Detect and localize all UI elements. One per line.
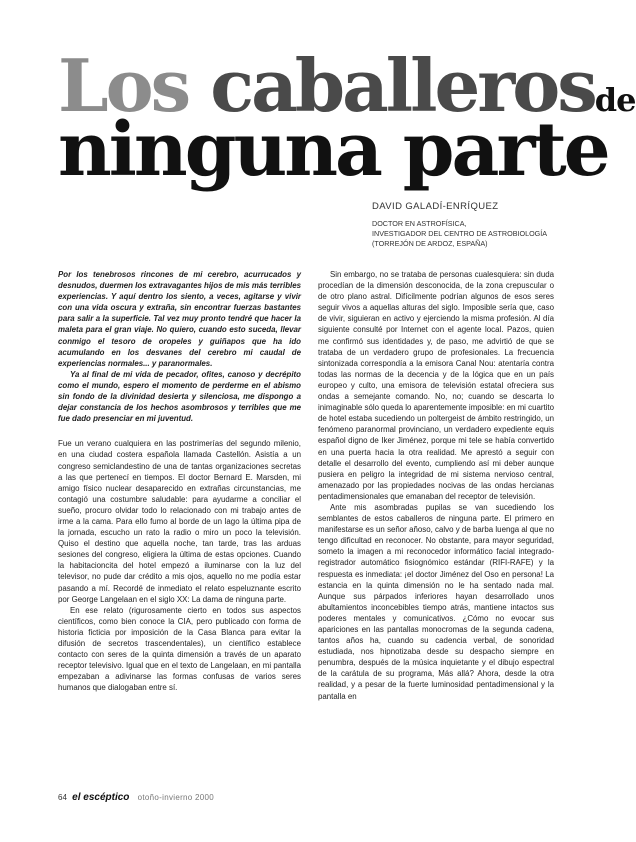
title-word-caballeros: caballeros bbox=[210, 43, 595, 128]
page-number: 64 bbox=[58, 793, 67, 802]
intro-block bbox=[58, 269, 301, 424]
title-word-de: de bbox=[594, 81, 636, 119]
left-column bbox=[58, 269, 301, 693]
magazine-name: el escéptico bbox=[72, 792, 130, 803]
issue-label: otoño-invierno 2000 bbox=[137, 793, 215, 802]
right-column bbox=[318, 269, 554, 702]
intro-paragraph: Ya al final de mi vida de pecador, ofites, canoso y decrépito como el mundo, espero el momento de perderme en el abismo sin fondo de la divinidad desierta y silenciosa, me dispongo a dejar constancia de los hechos asombrosos y terribles que me fue dado presenciar en mi juventud. bbox=[58, 369, 301, 424]
body-paragraph: Fue un verano cualquiera en las postrimerías del segundo milenio, en una ciudad costera española llamada Castellón. Asistía a un congreso semiclandestino de una de tantas organizaciones secretas a las que pertenecí en tiempos. El doctor Bernard E. Marsden, mi amigo físico nuclear desaparecido en extrañas circunstancias, me contagió una costumbre saludable: para ayudarme a conciliar el sueño, procuro olvidar todo lo relacionado con mi trabajo antes de irme a la cama. Para ello fumo al borde de un lago la última pipa de la jornada, escucho un rato la radio o miro un poco la televisión. Quiso el destino que aquella noche, tan tarde, tras las arduas sesiones del congreso, eligiera la última de estas opciones. Cuando la habitacioncita del hotel empezó a iluminarse con la luz del televisor, no pude dar crédito a mis ojos, aquello no me podía estar pasando a mí. Recordé de inmediato el relato espeluznante escrito por George Langelaan en el siglo XX: La dama de ninguna parte. bbox=[58, 439, 301, 604]
credential-line: (TORREJÓN DE ARDOZ, ESPAÑA) bbox=[372, 239, 488, 248]
intro-paragraph: Por los tenebrosos rincones de mi cerebro, acurrucados y desnudos, duermen los extravagantes hijos de mis más terribles experiencias. Y aquí dentro los siento, a veces, agitarse y vivir con una vida oscura y extraña, sin encontrar fuerzas bastantes para salir a la superficie. Tal vez muy pronto tendré que hacer la maleta para el gran viaje. No quiero, cuando esto suceda, llevar conmigo el tesoro de oropeles y guiñapos que ha ido acumulando en los desvanes del cerebro mi caudal de experiencias normales... y paranormales. bbox=[58, 270, 301, 368]
body-paragraph: Ante mis asombradas pupilas se van sucediendo los semblantes de estos caballeros de ninguna parte. El primero en manifestarse es un señor añoso, calvo y de barba luenga al que no tengo dificultad en reconocer. No obstante, para mayor seguridad, someto la imagen a mi reconocedor informático facial integrado-registrador automático fisiognómico estándar (RIFI-RAFE) y la respuesta es inmediata: ¡el doctor Jiménez del Oso en persona! La estancia en la quinta dimensión no le ha sentado nada mal. Aunque sus párpados inferiores hayan desarrollado unos abultamientos inconcebibles tiempo atrás, mantiene intactos sus poderes mentales y comunicativos. ¿Cómo no evocar sus apariciones en las pantallas monocromas de la segunda cadena, tantos años ha, cuando su cadencia verbal, de sonoridad estudiada, nos hipnotizaba desde su despacho siempre en penumbra, después de la música inquietante y el dibujo espectral de la carátula de su programa, Más allá? Ahora, desde la otra realidad, y a pesar de la fuerte luminosidad pentadimensional y la pantalla en bbox=[318, 502, 554, 701]
credential-line: DOCTOR EN ASTROFÍSICA, bbox=[372, 219, 467, 228]
credential-line: INVESTIGADOR DEL CENTRO DE ASTROBIOLOGÍA bbox=[372, 229, 548, 238]
body-paragraph: Sin embargo, no se trataba de personas cualesquiera: sin duda procedían de la dimensión desconocida, de la zona crepuscular o de otro plano astral. Difícilmente podrían algunos de esos seres seguir vivos a aquellas alturas del siglo. Imposible sería que, caso de vivir, siguieran en activo y ejerciendo la misma profesión. Al día siguiente consulté por Internet con el agente local. Pazos, quien me confirmó sus identidades y, de paso, me advirtió de que se trataba de un verdadero grupo de profesionales. La frecuencia sintonizada correspondía a la emisora Canal Nou: atentaría contra todas las normas de la decencia y de la lógica que en un país europeo y culto, una emisora de televisión estatal ofreciera sus ondas a semejante comando. No, no; cuando se descarta lo inimaginable sólo queda lo aparentemente imposible: en mi cuartito de hotel estaba sucediendo un poltergeist de ámbito restringido, un fenómeno paranormal provinciano, un verdadero expediente equis español digno de Iker Jiménez, porque mi tele se había convertido en una puerta hacia la otra realidad. Me aprestó a seguir con detalle el desarrollo del evento, cumpliendo así mi deber aunque pusiera en peligro la integridad de mi sistema nervioso central, amenazado por las propiedades nocivas de las ondas hercianas pentadimensionales que emanaban del receptor de televisión. bbox=[318, 270, 554, 501]
body-paragraph: En ese relato (rigurosamente cierto en todos sus aspectos científicos, como bien conoce la CIA, pero publicado con forma de historia ficticia por imposición de la Casa Blanca para evitar la difusión de secretos trascendentales), un científico establece contacto con seres de la quinta dimensión a través de un aparato receptor televisivo. Igual que en el texto de Langelaan, en mi pantalla empezaban a adivinarse las formas confusas de varios seres humanos que dialogaban entre sí. bbox=[58, 605, 301, 693]
title-word-los: Los bbox=[58, 43, 189, 128]
title-line-2: ninguna parte bbox=[58, 107, 608, 193]
author-credentials bbox=[372, 219, 587, 249]
page-footer bbox=[58, 792, 214, 803]
article-title bbox=[0, 0, 636, 195]
author-name: DAVID GALADÍ-ENRÍQUEZ bbox=[372, 201, 499, 212]
